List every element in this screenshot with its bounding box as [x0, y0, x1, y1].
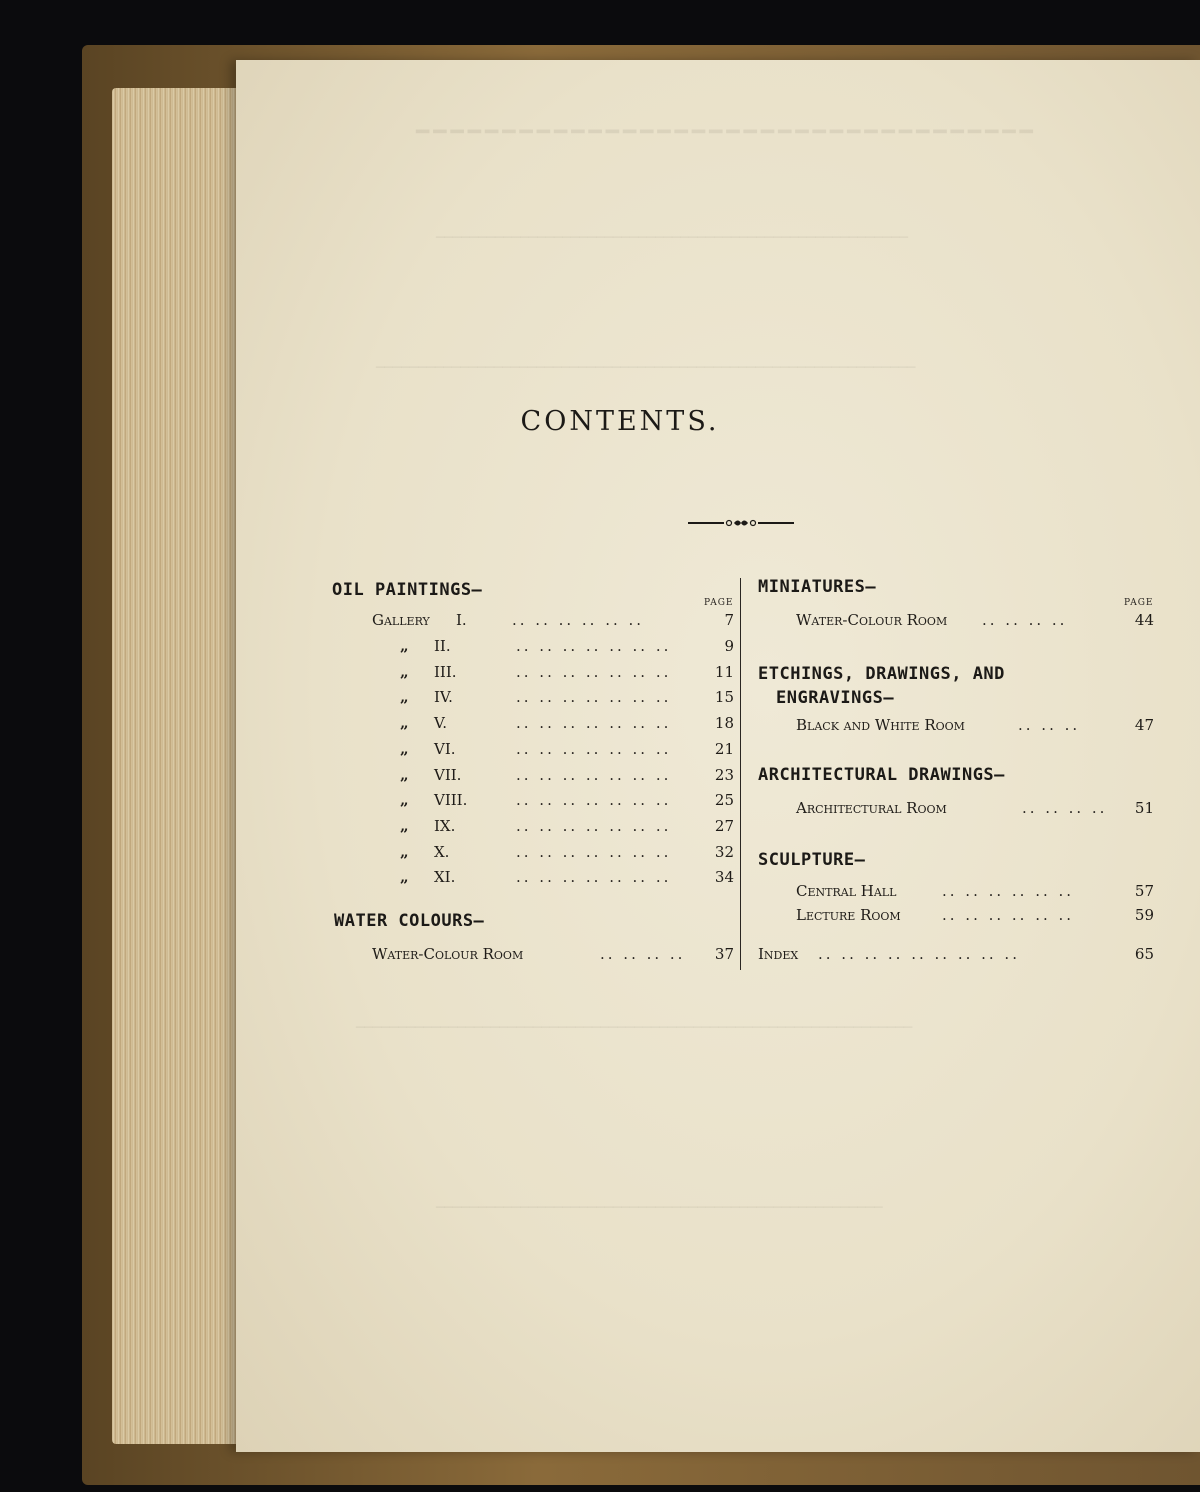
page-number: 34: [714, 868, 734, 887]
entry-label: Water-Colour Room: [372, 945, 524, 963]
leader-dots: .. .. .. .. .. ..: [942, 906, 1075, 924]
ditto-mark: „: [400, 714, 409, 733]
leader-dots: .. .. .. .. .. .. ..: [516, 791, 672, 810]
page-number: 47: [1134, 716, 1154, 734]
ditto-mark: „: [400, 637, 409, 655]
leader-dots: .. .. .. .. .. .. ..: [516, 688, 672, 707]
ditto-mark: „: [400, 662, 409, 681]
toc-entry-architectural-room[interactable]: [796, 799, 1154, 821]
gallery-roman: VIII.: [434, 791, 468, 810]
leader-dots: .. .. .. .. .. .. ..: [516, 842, 672, 861]
page-number: 25: [714, 791, 734, 810]
page-number: 18: [714, 714, 734, 733]
gallery-roman: XI.: [434, 868, 456, 887]
toc-entry-gallery-11[interactable]: [400, 868, 734, 890]
show-through-line: ─────────────────────────────────────────────────────: [436, 1200, 883, 1216]
toc-entry-gallery-9[interactable]: [400, 817, 734, 839]
page-number: 23: [714, 765, 734, 784]
toc-entry-gallery-8[interactable]: [400, 791, 734, 813]
page-number: 57: [1134, 882, 1154, 900]
show-through-line: ────────────────────────────────────────────────────────: [436, 230, 909, 246]
toc-entry-lecture-room[interactable]: [796, 906, 1154, 928]
page-column-header: PAGE: [704, 598, 734, 608]
leader-dots: .. .. .. .. .. .. ..: [516, 868, 672, 887]
show-through-line: ──────────────────────────────────────────────────────────────────: [356, 1020, 913, 1036]
leader-dots: .. .. .. .. .. .. ..: [516, 739, 672, 758]
page-number: 65: [1134, 945, 1154, 963]
toc-entry-gallery-4[interactable]: [400, 688, 734, 710]
page-number: 51: [1134, 799, 1154, 817]
gallery-roman: V.: [434, 714, 447, 733]
leader-dots: .. .. .. .. .. ..: [512, 611, 645, 629]
page-number: 44: [1134, 611, 1154, 629]
ditto-mark: „: [400, 842, 409, 861]
water-colours-heading: WATER COLOURS—: [334, 911, 485, 931]
leader-dots: .. .. .. .. .. .. .. .. ..: [818, 945, 1020, 963]
show-through-line: ────────────────────────────────────────────────────────────────: [376, 360, 916, 376]
page-number: 37: [714, 945, 734, 963]
leader-dots: .. .. .. .. .. .. ..: [516, 816, 672, 835]
title-ornament: [688, 516, 794, 530]
leader-dots: .. .. .. ..: [982, 611, 1068, 629]
toc-entry-gallery-5[interactable]: [400, 714, 734, 736]
leader-dots: .. .. .. .. .. .. ..: [516, 714, 672, 733]
toc-entry-central-hall[interactable]: [796, 882, 1154, 904]
toc-entry-index[interactable]: [758, 945, 1154, 967]
leader-dots: .. .. .. .. .. .. ..: [516, 637, 672, 655]
gallery-roman: X.: [434, 842, 450, 861]
toc-entry-gallery-1[interactable]: [372, 611, 734, 633]
architectural-heading: ARCHITECTURAL DRAWINGS—: [758, 765, 1005, 785]
toc-entry-water-colour-room[interactable]: [372, 945, 734, 967]
entry-label: Black and White Room: [796, 716, 965, 734]
sculpture-heading: SCULPTURE—: [758, 850, 866, 870]
ditto-mark: „: [400, 868, 409, 887]
ditto-mark: „: [400, 688, 409, 707]
etchings-heading-line2: ENGRAVINGS—: [776, 688, 895, 708]
page-number: 7: [724, 611, 734, 629]
page-number: 21: [714, 739, 734, 758]
gallery-roman: VI.: [434, 739, 456, 758]
ditto-mark: „: [400, 765, 409, 784]
page-number: 15: [714, 688, 734, 707]
toc-entry-gallery-2[interactable]: [400, 637, 734, 659]
toc-entry-gallery-3[interactable]: [400, 663, 734, 685]
toc-entry-gallery-10[interactable]: [400, 843, 734, 865]
page-number: 32: [714, 842, 734, 861]
leader-dots: .. .. .. ..: [1022, 799, 1108, 817]
gallery-roman: IX.: [434, 816, 456, 835]
entry-label: Lecture Room: [796, 906, 901, 924]
leader-dots: .. .. ..: [1018, 716, 1081, 734]
leader-dots: .. .. .. .. .. .. ..: [516, 765, 672, 784]
page-column-header: PAGE: [1124, 598, 1154, 608]
leader-dots: .. .. .. .. .. .. ..: [516, 662, 672, 681]
ditto-mark: „: [400, 739, 409, 758]
page-title: CONTENTS.: [520, 406, 720, 437]
entry-label: Index: [758, 945, 799, 963]
page-number: 59: [1134, 906, 1154, 924]
miniatures-heading: MINIATURES—: [758, 577, 877, 597]
gallery-roman: II.: [434, 637, 451, 655]
page-edges: [112, 88, 252, 1444]
entry-label: Central Hall: [796, 882, 897, 900]
gallery-roman: I.: [456, 611, 467, 629]
ditto-mark: „: [400, 791, 409, 810]
oil-paintings-heading: OIL PAINTINGS—: [332, 580, 483, 600]
gallery-roman: III.: [434, 662, 457, 681]
etchings-heading: ETCHINGS, DRAWINGS, AND: [758, 664, 1005, 684]
toc-entry-black-and-white-room[interactable]: [796, 716, 1154, 738]
page-number: 9: [724, 637, 734, 655]
entry-label: Water-Colour Room: [796, 611, 948, 629]
entry-label: Architectural Room: [796, 799, 947, 817]
gallery-label: Gallery: [372, 611, 430, 629]
leader-dots: .. .. .. ..: [600, 945, 686, 963]
page-number: 11: [714, 662, 734, 681]
toc-entry-miniatures[interactable]: [796, 611, 1154, 633]
gallery-roman: VII.: [434, 765, 462, 784]
leader-dots: .. .. .. .. .. ..: [942, 882, 1075, 900]
toc-entry-gallery-6[interactable]: [400, 740, 734, 762]
toc-entry-gallery-7[interactable]: [400, 766, 734, 788]
gallery-roman: IV.: [434, 688, 453, 707]
ditto-mark: „: [400, 816, 409, 835]
column-divider: [740, 578, 741, 970]
page-number: 27: [714, 816, 734, 835]
show-through-heading: ━━━━━━━━━━━━━━━━━━━━━━━━━━━━━━━━━━━━: [416, 120, 1037, 145]
